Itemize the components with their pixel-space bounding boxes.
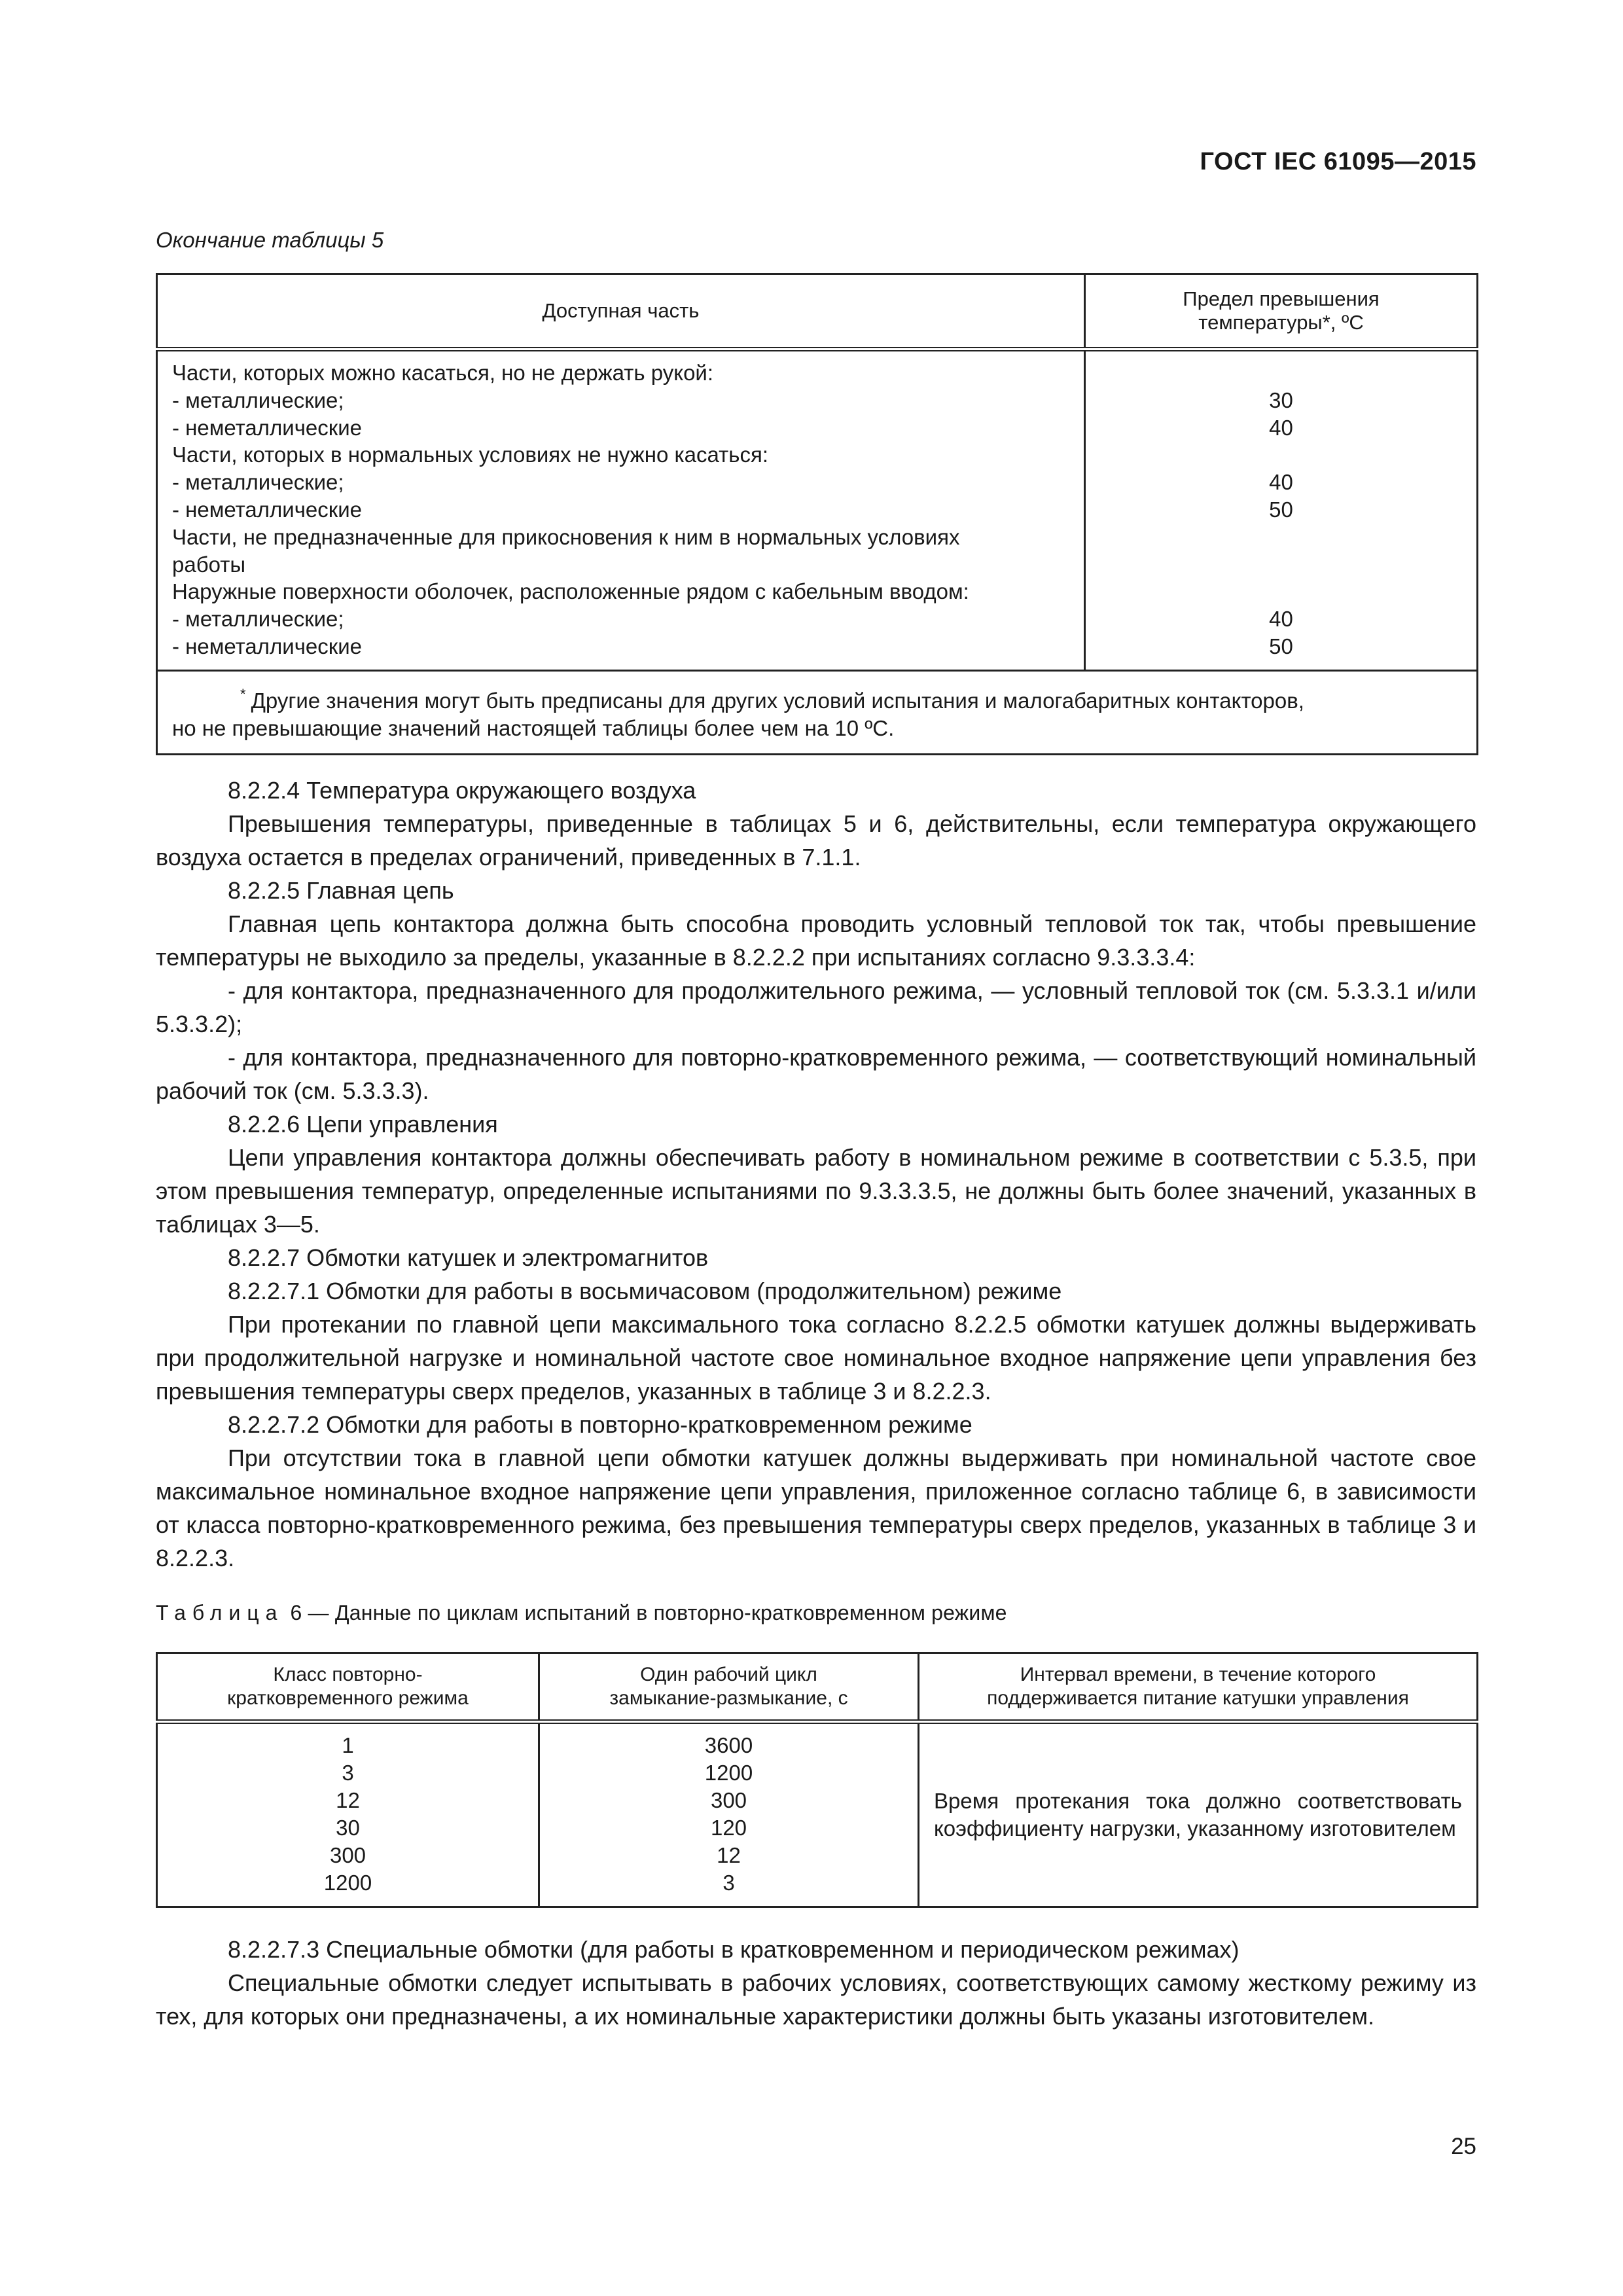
table5-parts-cell — [157, 350, 1085, 671]
table5-value-line: 50 — [1269, 497, 1293, 522]
table5-value-line: 40 — [1269, 607, 1293, 632]
table5-value-line — [1086, 551, 1476, 579]
page-number: 25 — [1451, 2134, 1476, 2159]
table6-col2-header — [539, 1653, 919, 1722]
paragraph: - для контактора, предназначенного для продолжительного режима, — условный тепловой ток (см. 5.3.3.1 и/или 5.3.3.2); — [156, 977, 1476, 1037]
table6-class-value: 300 — [329, 1843, 366, 1867]
table5-value-line: 40 — [1269, 470, 1293, 495]
paragraph: 8.2.2.7.1 Обмотки для работы в восьмичасовом (продолжительном) режиме — [228, 1278, 1062, 1304]
table6-body-row — [157, 1722, 1478, 1907]
table5-part-line: - неметаллические — [172, 415, 362, 440]
table5-part-line: - металлические; — [172, 470, 344, 495]
table6-col1-header — [157, 1653, 539, 1722]
table5-body-row — [157, 350, 1478, 671]
table6-cycle-value: 3 — [722, 1871, 735, 1895]
table5-value-line — [1086, 359, 1476, 387]
table5-value-line — [1086, 578, 1476, 605]
table6-col3-header — [919, 1653, 1478, 1722]
table5-value-line: 40 — [1269, 415, 1293, 440]
table5-footnote-row — [157, 670, 1478, 755]
paragraph: Специальные обмотки следует испытывать в рабочих условиях, соответствующих самому жесткому режиму из тех, для которых они предназначены, а их номинальные характеристики должны быть указаны изготовителем. — [156, 1969, 1476, 2030]
table5-col2-header-line2: температуры*, ºС — [1198, 311, 1364, 334]
paragraph: 8.2.2.5 Главная цепь — [228, 877, 454, 904]
table6-h2-line2: замыкание-размыкание, с — [609, 1687, 848, 1709]
table6-class-value: 3 — [342, 1761, 354, 1785]
paragraph: При отсутствии тока в главной цепи обмотки катушек должны выдерживать при номинальной частоте свое максимальное номинальное входное напряжение цепи управления, приложенное согласно таблице 6, в зависимости от класса повторно-кратковременного режима, без превышения температуры сверх пределов, указанных в таблице 3 и 8.2.2.3. — [156, 1444, 1476, 1571]
table5-part-line: работы — [172, 552, 246, 577]
table5-part-line: - металлические; — [172, 607, 344, 632]
table6-cycle-value: 1200 — [704, 1761, 753, 1785]
table-5 — [156, 273, 1478, 755]
paragraph: Главная цепь контактора должна быть способна проводить условный тепловой ток так, чтобы превышение температуры не выходило за пределы, указанные в 8.2.2.2 при испытаниях согласно 9.3.3.3.4: — [156, 910, 1476, 971]
paragraph: При протекании по главной цепи максимального тока согласно 8.2.2.5 обмотки катушек должны выдерживать при продолжительной нагрузке и номинальной частоте свое номинальное входное напряжение цепи управления без превышения температуры сверх пределов, указанных в таблице 3 и 8.2.2.3. — [156, 1311, 1476, 1405]
table5-value-line: 50 — [1269, 634, 1293, 658]
table5-part-line: - неметаллические — [172, 497, 362, 522]
table6-caption-title: 6 — Данные по циклам испытаний в повторно-кратковременном режиме — [290, 1601, 1007, 1624]
table6-class-value: 1200 — [323, 1871, 372, 1895]
table6-classes-cell — [157, 1722, 539, 1907]
table6-cycle-value: 3600 — [704, 1733, 753, 1757]
table5-value-line: 30 — [1269, 387, 1293, 412]
table6-caption — [156, 1601, 1007, 1625]
footnote-line1: Другие значения могут быть предписаны для других условий испытания и малогабаритных контакторов, — [251, 688, 1304, 713]
table6-cycle-value: 300 — [710, 1788, 747, 1812]
table6-caption-word: Таблица — [156, 1601, 284, 1624]
table6-h2-line1: Один рабочий цикл — [640, 1664, 817, 1685]
table6-cycle-value: 120 — [710, 1816, 747, 1840]
table5-part-line: Наружные поверхности оболочек, расположенные рядом с кабельным вводом: — [172, 579, 969, 604]
table5-header-row — [157, 274, 1478, 350]
paragraph: 8.2.2.7.3 Специальные обмотки (для работы в кратковременном и периодическом режимах) — [228, 1936, 1240, 1963]
table6-class-value: 12 — [336, 1788, 360, 1812]
table6-class-value: 30 — [336, 1816, 360, 1840]
table5-footnote — [157, 670, 1478, 755]
table6-h3-line1: Интервал времени, в течение которого — [1020, 1664, 1376, 1685]
table5-part-line: Части, которых в нормальных условиях не нужно касаться: — [172, 442, 768, 467]
table6-h3-line2: поддерживается питание катушки управления — [987, 1687, 1409, 1709]
paragraph: Превышения температуры, приведенные в таблицах 5 и 6, действительны, если температура окружающего воздуха остается в пределах ограничений, приведенных в 7.1.1. — [156, 810, 1476, 870]
table5-caption: Окончание таблицы 5 — [156, 228, 384, 252]
paragraph: 8.2.2.7 Обмотки катушек и электромагнитов — [228, 1244, 709, 1271]
paragraph: Цепи управления контактора должны обеспечивать работу в номинальном режиме в соответствии с 5.3.5, при этом превышения температур, определенные испытаниями по 9.3.3.3.5, не должны быть более значений, указанных в таблицах 3—5. — [156, 1144, 1476, 1238]
paragraph: 8.2.2.7.2 Обмотки для работы в повторно-кратковременном режиме — [228, 1411, 972, 1438]
footnote-line2: но не превышающие значений настоящей таблицы более чем на 10 ºС. — [172, 715, 895, 740]
table6-h1-line1: Класс повторно- — [273, 1664, 423, 1685]
table5-col2-header-line1: Предел превышения — [1183, 287, 1380, 310]
table6-cycles-cell — [539, 1722, 919, 1907]
document-code: ГОСТ IEC 61095—2015 — [1200, 148, 1476, 175]
paragraph: - для контактора, предназначенного для повторно-кратковременного режима, — соответствующий номинальный рабочий ток (см. 5.3.3.3). — [156, 1044, 1476, 1104]
table5-col2-header — [1085, 274, 1478, 350]
table5-values-cell — [1085, 350, 1478, 671]
footnote-mark: * — [240, 685, 246, 702]
table6-cycle-value: 12 — [717, 1843, 741, 1867]
table5-part-line: - металлические; — [172, 387, 344, 412]
table5-part-line: Части, не предназначенные для прикосновения к ним в нормальных условиях — [172, 524, 960, 549]
table6-header-row — [157, 1653, 1478, 1722]
body-section-8-2-2-7-3 — [156, 1933, 1476, 2033]
table5-value-line — [1086, 524, 1476, 551]
table-6 — [156, 1652, 1478, 1908]
table5-col1-header: Доступная часть — [157, 274, 1085, 350]
table6-note-cell: Время протекания тока должно соответствовать коэффициенту нагрузки, указанному изготовителем — [934, 1789, 1462, 1840]
table5-value-line — [1086, 441, 1476, 469]
body-section-8-2-2-4 — [156, 774, 1476, 1575]
table5-part-line: Части, которых можно касаться, но не держать рукой: — [172, 361, 714, 385]
paragraph: 8.2.2.6 Цепи управления — [228, 1111, 498, 1138]
paragraph: 8.2.2.4 Температура окружающего воздуха — [228, 777, 696, 804]
table5-part-line: - неметаллические — [172, 634, 362, 658]
table6-h1-line2: кратковременного режима — [227, 1687, 469, 1709]
table6-class-value: 1 — [342, 1733, 354, 1757]
